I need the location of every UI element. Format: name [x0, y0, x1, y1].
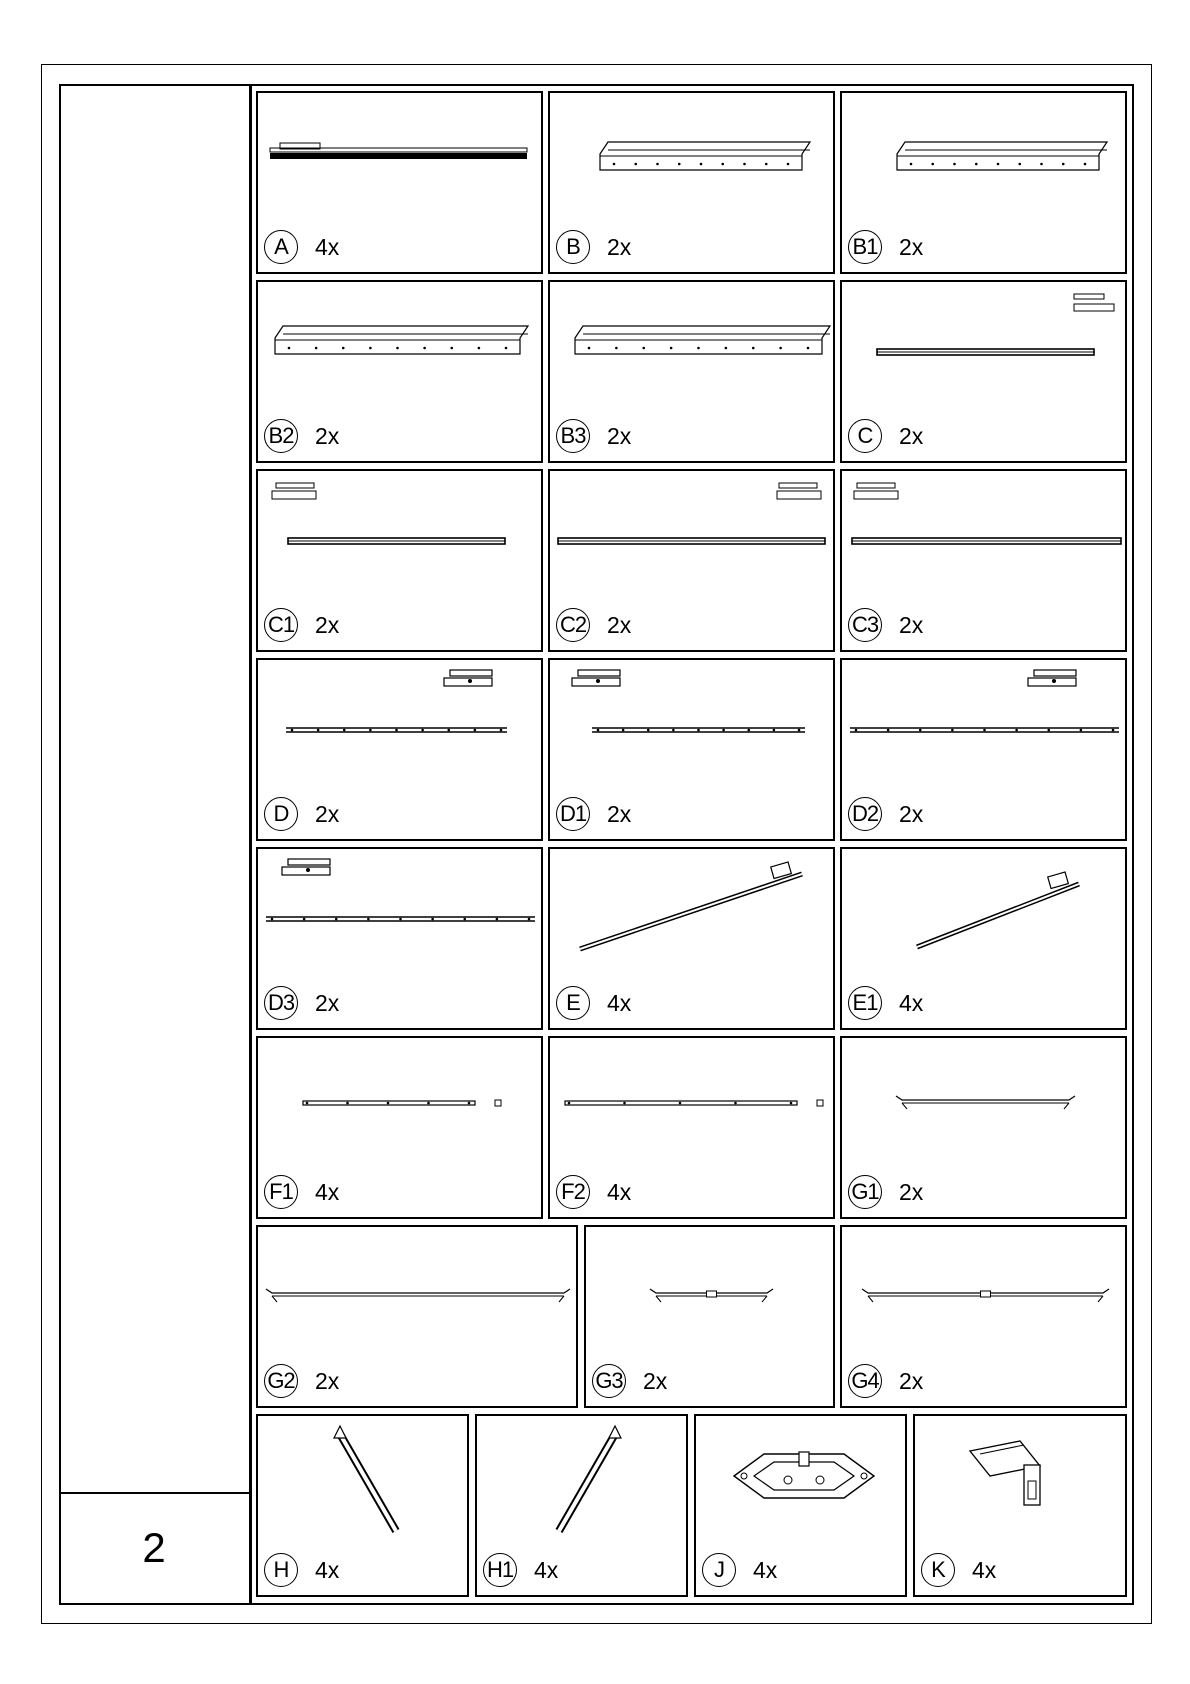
part-label — [264, 1175, 339, 1209]
part-cell-d1 — [548, 658, 835, 841]
part-cell-g1 — [840, 1036, 1127, 1219]
part-id-circle: F1 — [264, 1175, 298, 1209]
part-quantity: 2x — [899, 800, 924, 827]
part-cell-c — [840, 280, 1127, 463]
part-quantity: 4x — [534, 1556, 559, 1583]
part-quantity: 2x — [899, 1178, 924, 1205]
part-id-circle: C — [848, 419, 882, 453]
part-label — [556, 608, 631, 642]
part-cell-f2 — [548, 1036, 835, 1219]
part-quantity: 4x — [607, 989, 632, 1016]
part-id-circle: D1 — [556, 797, 590, 831]
part-id-circle: B — [556, 230, 590, 264]
part-id-circle: B3 — [556, 419, 590, 453]
part-cell-c1 — [256, 469, 543, 652]
part-quantity: 4x — [607, 1178, 632, 1205]
part-label — [264, 608, 339, 642]
part-id-circle: C1 — [264, 608, 298, 642]
part-quantity: 4x — [315, 1178, 340, 1205]
part-id-circle: G2 — [264, 1364, 298, 1398]
part-id-circle: D3 — [264, 986, 298, 1020]
part-quantity: 2x — [899, 611, 924, 638]
part-cell-g4 — [840, 1225, 1127, 1408]
part-id-circle: C2 — [556, 608, 590, 642]
part-cell-b — [548, 91, 835, 274]
part-label — [848, 608, 923, 642]
part-quantity: 2x — [607, 233, 632, 260]
part-label — [556, 419, 631, 453]
part-cell-e1 — [840, 847, 1127, 1030]
part-cell-c2 — [548, 469, 835, 652]
part-label — [848, 1364, 923, 1398]
part-label — [921, 1553, 996, 1587]
part-cell-k — [913, 1414, 1127, 1597]
part-label — [556, 986, 631, 1020]
part-cell-d3 — [256, 847, 543, 1030]
part-id-circle: J — [702, 1553, 736, 1587]
part-cell-b3 — [548, 280, 835, 463]
part-cell-d — [256, 658, 543, 841]
part-id-circle: H — [264, 1553, 298, 1587]
part-label — [848, 419, 923, 453]
part-cell-a — [256, 91, 543, 274]
page-number: 2 — [142, 1524, 166, 1571]
part-cell-g3 — [584, 1225, 835, 1408]
sidebar-divider — [249, 84, 252, 1605]
part-label — [556, 230, 631, 264]
part-cell-c3 — [840, 469, 1127, 652]
part-label — [848, 230, 923, 264]
part-quantity: 4x — [899, 989, 924, 1016]
part-id-circle: E1 — [848, 986, 882, 1020]
part-quantity: 2x — [899, 1367, 924, 1394]
part-id-circle: E — [556, 986, 590, 1020]
part-quantity: 2x — [607, 800, 632, 827]
part-id-circle: C3 — [848, 608, 882, 642]
part-cell-j — [694, 1414, 907, 1597]
part-label — [702, 1553, 777, 1587]
part-label — [264, 419, 339, 453]
part-label — [264, 986, 339, 1020]
part-cell-h — [256, 1414, 469, 1597]
part-id-circle: F2 — [556, 1175, 590, 1209]
part-id-circle: D2 — [848, 797, 882, 831]
part-quantity: 2x — [315, 422, 340, 449]
part-cell-g2 — [256, 1225, 578, 1408]
part-label — [592, 1364, 667, 1398]
part-cell-b1 — [840, 91, 1127, 274]
part-label — [264, 230, 339, 264]
part-quantity: 2x — [607, 611, 632, 638]
part-label — [264, 1553, 339, 1587]
part-label — [264, 797, 339, 831]
part-id-circle: A — [264, 230, 298, 264]
part-label — [483, 1553, 558, 1587]
part-id-circle: H1 — [483, 1553, 517, 1587]
part-id-circle: G4 — [848, 1364, 882, 1398]
part-quantity: 4x — [315, 1556, 340, 1583]
part-id-circle: B2 — [264, 419, 298, 453]
part-id-circle: D — [264, 797, 298, 831]
part-label — [556, 1175, 631, 1209]
part-label — [264, 1364, 339, 1398]
part-quantity: 2x — [315, 1367, 340, 1394]
part-quantity: 2x — [899, 233, 924, 260]
part-id-circle: K — [921, 1553, 955, 1587]
part-id-circle: G3 — [592, 1364, 626, 1398]
part-label — [848, 797, 923, 831]
part-cell-f1 — [256, 1036, 543, 1219]
part-quantity: 4x — [753, 1556, 778, 1583]
part-cell-h1 — [475, 1414, 688, 1597]
part-id-circle: B1 — [848, 230, 882, 264]
part-cell-d2 — [840, 658, 1127, 841]
part-quantity: 4x — [972, 1556, 997, 1583]
part-cell-e — [548, 847, 835, 1030]
part-quantity: 2x — [643, 1367, 668, 1394]
part-label — [848, 1175, 923, 1209]
part-cell-b2 — [256, 280, 543, 463]
part-quantity: 4x — [315, 233, 340, 260]
part-quantity: 2x — [315, 611, 340, 638]
part-label — [556, 797, 631, 831]
part-label — [848, 986, 923, 1020]
part-id-circle: G1 — [848, 1175, 882, 1209]
part-quantity: 2x — [315, 989, 340, 1016]
part-quantity: 2x — [315, 800, 340, 827]
part-quantity: 2x — [899, 422, 924, 449]
part-quantity: 2x — [607, 422, 632, 449]
